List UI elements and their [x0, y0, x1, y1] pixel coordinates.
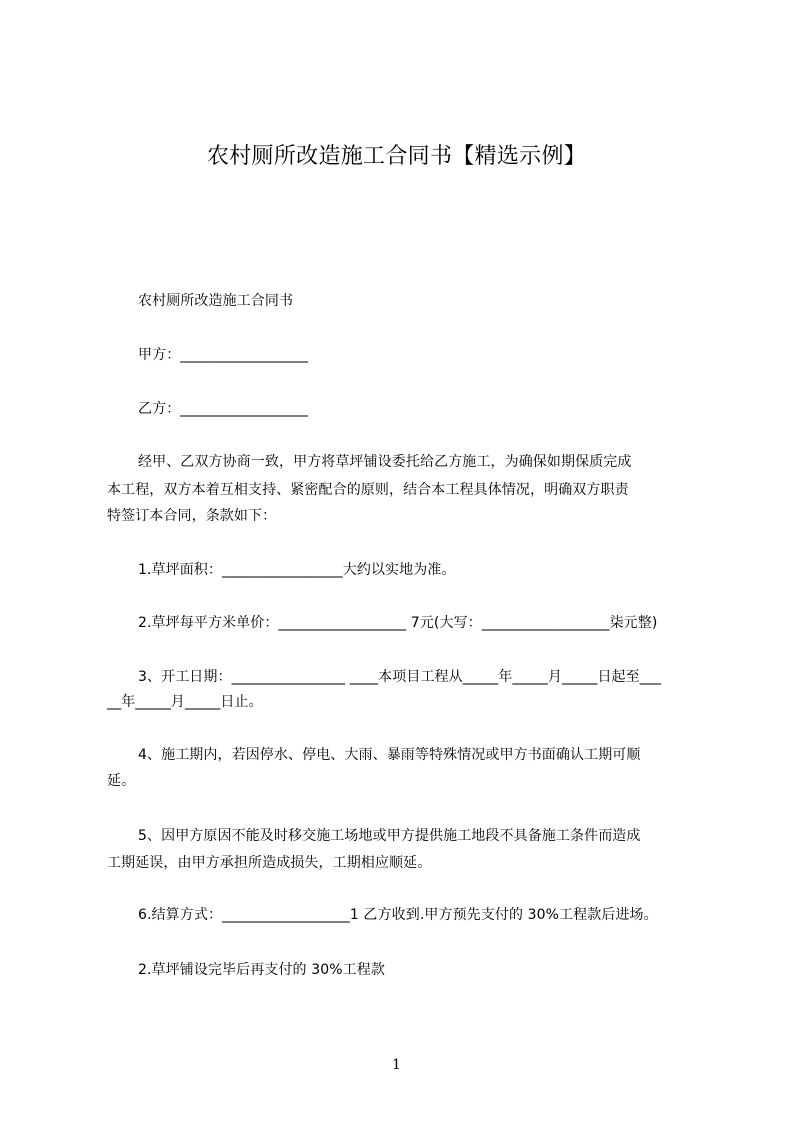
intro-paragraph-line-3: 特签订本合同，条款如下：	[107, 508, 277, 524]
party-a-line: 甲方：__________________	[138, 347, 309, 363]
clause-1: 1.草坪面积：_________________大约以实地为准。	[138, 562, 456, 578]
clause-5-line-2: 工期延误，由甲方承担所造成损失，工期相应顺延。	[107, 855, 432, 871]
clause-4-line-2: 延。	[107, 773, 136, 789]
clause-2: 2.草坪每平方米单价：__________________ 7元(大写：__________________柒元整)	[138, 615, 658, 631]
clause-3-line-1: 3、开工日期：________________ ____本项目工程从_____年_____月_____日起至___	[138, 669, 662, 685]
intro-paragraph-line-2: 本工程，双方本着互相支持、紧密配合的原则，结合本工程具体情况，明确双方职责	[107, 482, 629, 498]
clause-4-line-1: 4、施工期内，若因停水、停电、大雨、暴雨等特殊情况或甲方书面确认工期可顺	[138, 747, 641, 763]
party-b-line: 乙方：__________________	[138, 401, 309, 417]
clause-3-line-2: __年_____月_____日止。	[107, 694, 263, 710]
clause-6: 6.结算方式：__________________1 乙方收到.甲方预先支付的 30%工程款后进场。	[138, 907, 658, 923]
clause-6-item-2: 2.草坪铺设完毕后再支付的 30%工程款	[138, 962, 385, 978]
page-number: 1	[392, 1057, 401, 1073]
clause-5-line-1: 5、因甲方原因不能及时移交施工场地或甲方提供施工地段不具备施工条件而造成	[138, 828, 641, 844]
intro-paragraph-line-1: 经甲、乙双方协商一致，甲方将草坪铺设委托给乙方施工，为确保如期保质完成	[138, 454, 632, 470]
document-title: 农村厕所改造施工合同书【精选示例】	[206, 144, 587, 169]
contract-subtitle: 农村厕所改造施工合同书	[138, 293, 294, 309]
